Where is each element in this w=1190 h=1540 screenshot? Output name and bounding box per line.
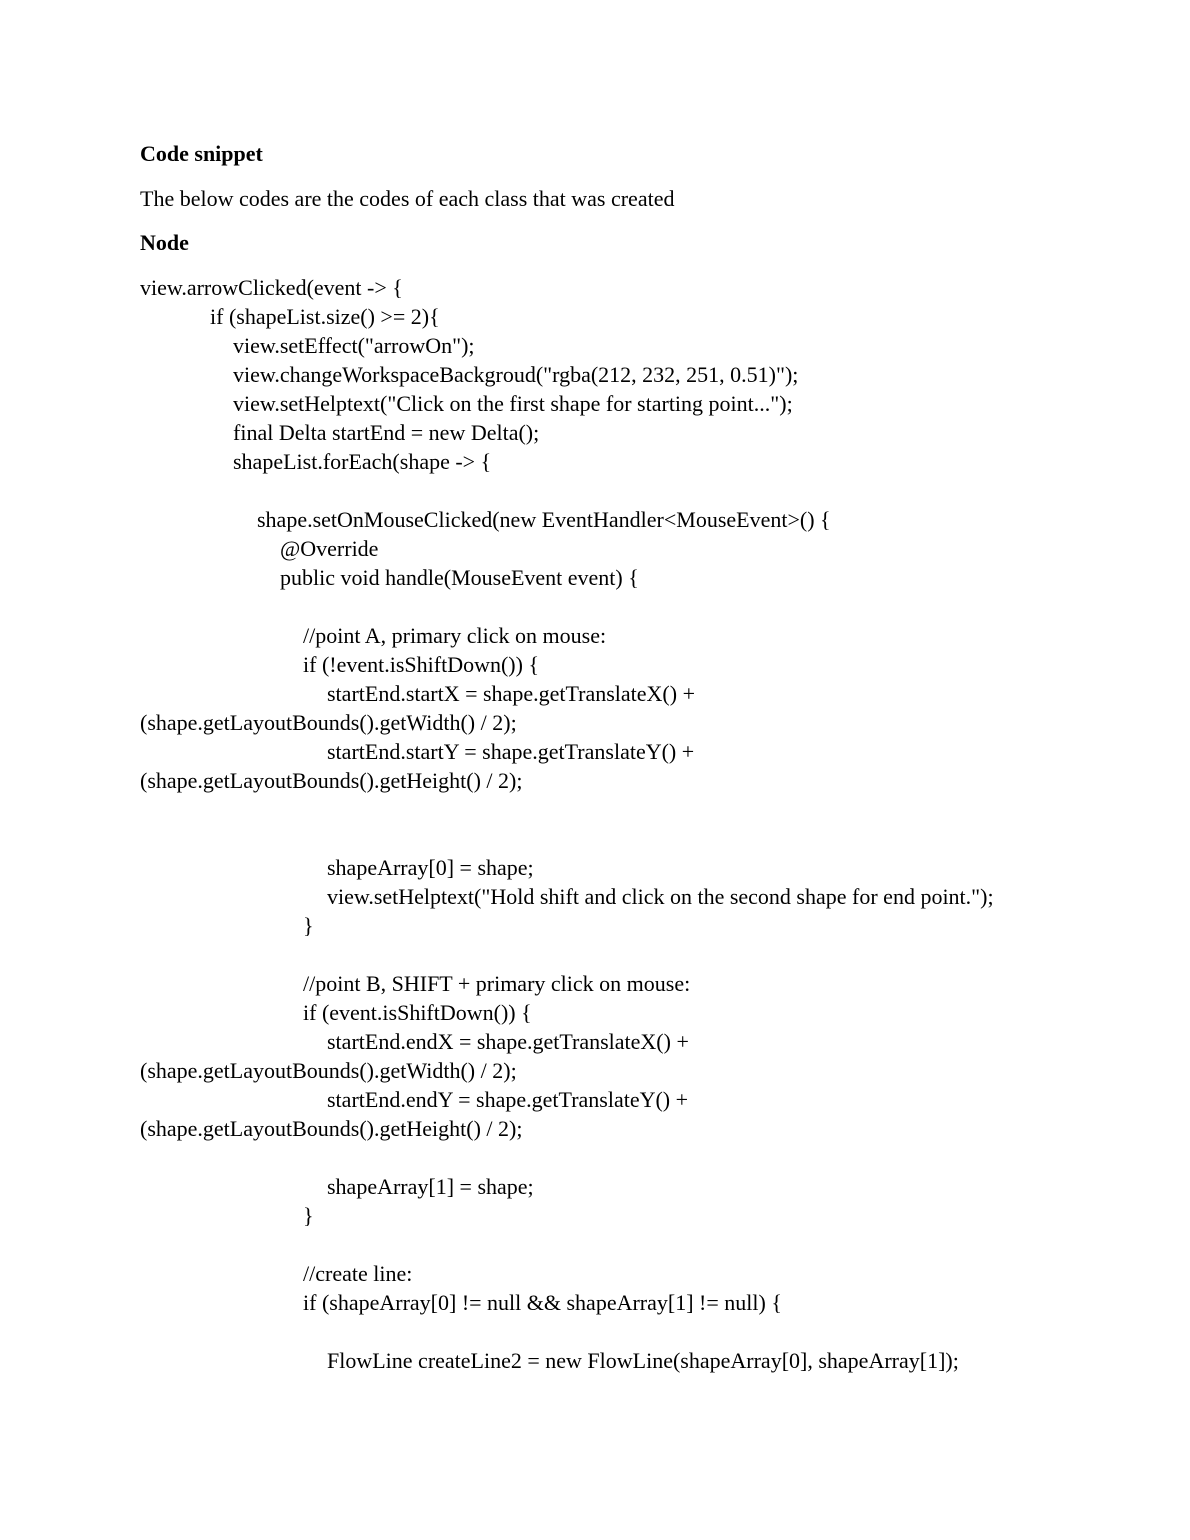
code-line: view.changeWorkspaceBackgroud("rgba(212, 232, 251, 0.51)");	[233, 362, 799, 387]
code-line: final Delta startEnd = new Delta();	[233, 420, 540, 445]
code-line: shape.setOnMouseClicked(new EventHandler<MouseEvent>() {	[257, 507, 831, 532]
code-line: startEnd.startY = shape.getTranslateY() +	[327, 739, 695, 764]
code-line: if (shapeList.size() >= 2){	[210, 304, 440, 329]
code-line: (shape.getLayoutBounds().getWidth() / 2);	[140, 1058, 517, 1083]
code-line: startEnd.endX = shape.getTranslateX() +	[327, 1029, 689, 1054]
code-line: if (shapeArray[0] != null && shapeArray[1] != null) {	[303, 1290, 782, 1315]
code-line: shapeList.forEach(shape -> {	[233, 449, 492, 474]
code-line: if (event.isShiftDown()) {	[303, 1000, 532, 1025]
code-line: //point A, primary click on mouse:	[303, 623, 607, 648]
code-line: (shape.getLayoutBounds().getHeight() / 2);	[140, 1116, 523, 1141]
code-line: (shape.getLayoutBounds().getWidth() / 2);	[140, 710, 517, 735]
code-line: view.setEffect("arrowOn");	[233, 333, 475, 358]
code-block	[140, 273, 1150, 1375]
code-line: view.arrowClicked(event -> {	[140, 275, 403, 300]
code-line: FlowLine createLine2 = new FlowLine(shapeArray[0], shapeArray[1]);	[327, 1348, 959, 1373]
code-line	[140, 940, 1150, 969]
code-line: //point B, SHIFT + primary click on mouse:	[303, 971, 691, 996]
code-line: }	[303, 1203, 314, 1228]
heading-node: Node	[140, 230, 189, 255]
code-line: startEnd.startX = shape.getTranslateX() +	[327, 681, 695, 706]
code-line: view.setHelptext("Click on the first shape for starting point...");	[233, 391, 793, 416]
code-line: public void handle(MouseEvent event) {	[280, 565, 639, 590]
code-line: view.setHelptext("Hold shift and click on the second shape for end point.");	[327, 884, 994, 909]
code-line: }	[303, 913, 314, 938]
code-line	[140, 1317, 1150, 1346]
code-line: shapeArray[0] = shape;	[327, 855, 534, 880]
code-line: if (!event.isShiftDown()) {	[303, 652, 540, 677]
code-line: startEnd.endY = shape.getTranslateY() +	[327, 1087, 689, 1112]
code-line: //create line:	[303, 1261, 413, 1286]
code-line: @Override	[280, 536, 379, 561]
code-line	[140, 795, 1150, 824]
code-line	[140, 476, 1150, 505]
intro-paragraph: The below codes are the codes of each class that was created	[140, 186, 675, 211]
code-line	[140, 1143, 1150, 1172]
code-line: shapeArray[1] = shape;	[327, 1174, 534, 1199]
code-line: (shape.getLayoutBounds().getHeight() / 2);	[140, 768, 523, 793]
code-line	[140, 592, 1150, 621]
code-line	[140, 824, 1150, 853]
code-line	[140, 1230, 1150, 1259]
heading-code-snippet: Code snippet	[140, 141, 263, 166]
